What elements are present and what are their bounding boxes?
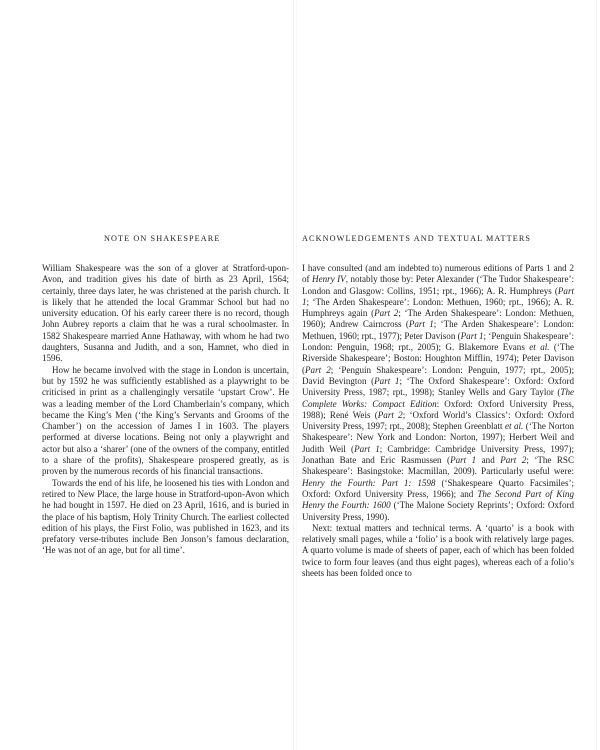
italic-abbrev: et al. [529,342,550,353]
text-run: and [476,455,501,466]
italic-title: The Complete Works: Compact Edition [302,387,574,409]
left-page-body [42,263,289,557]
left-page [0,0,294,750]
text-run: , notably those by: Peter Alexander (‘The Tudor Shakespeare’: London and Glasgow: Collins, 1951; rpt., 1966); A. R. Humphreys ( [302,274,574,296]
paragraph: How he became involved with the stage in London is uncertain, but by 1592 he was sufficiently established as a playwright to be criticised in print as a challengingly versatile ‘upstart Crow’. He was a leading member of the Lord Chamberlain’s company, which became the King’s Men (‘the King’s Servants and Grooms of the Chamber’) on the accession of James I in 1603. The players performed at diverse locations. Being not only a playwright and actor but also a ‘sharer’ (one of the owners of the company, entitled to a share of the profits), Shakespeare prospered greatly, as is proven by the numerous records of his financial transactions. [42,364,289,477]
text-run: (‘The Riverside Shakespeare’; Boston: Houghton Mifflin, 1974); Peter Davison ( [302,342,575,375]
text-run: ; ‘Penguin Shakespeare’: London: Penguin, 1968; rpt., 2005); G. Blakemore Evans [302,330,575,353]
right-page-heading: ACKNOWLEDGEMENTS AND TEXTUAL MATTERS [302,234,532,243]
italic-title: Part 2 [305,364,331,375]
paragraph-editions-consulted [302,263,574,523]
paragraph: Towards the end of his life, he loosened his ties with London and retired to New Place, the large house in Stratford-upon-Avon which he had bought in 1597. He died on 23 April, 1616, and is buried in the place of his baptism, Holy Trinity Church. The earliest collected edition of his plays, the First Folio, was published in 1623, and its prefatory verse-tributes include Ben Jonson’s famous declaration, ‘He was not of an age, but for all time’. [42,477,289,556]
paragraph-textual-matters: Next: textual matters and technical terms. A ‘quarto’ is a book with relatively small pages, while a ‘folio’ is a book with relatively large pages. A quarto volume is made of sheets of paper, each of which has been folded twice to form four leaves (and thus eight pages), whereas each of a folio’s sheets has been folded once to [302,522,574,579]
text-run: ; ‘The Oxford Shakespeare’: Oxford: Oxford University Press, 1987; rpt., 1998); Stanley Wells and Gary Taylor ( [302,375,574,398]
text-run: I have consulted (and am indebted to) numerous editions of Parts 1 and 2 of [302,263,574,285]
text-run: ; ‘The Arden Shakespeare’: London: Methuen, 1960; rpt., 1966); A. R. Humphreys again ( [302,296,574,319]
text-run: : Oxford: Oxford University Press, 1988); René Weis ( [302,398,574,420]
text-run: ; ‘The Arden Shakespeare’: London: Methuen, 1960); Andrew Cairncross ( [302,308,575,330]
text-run: (‘The Norton Shakespeare’: New York and London: Norton, 1997); Herbert Weil and Judith Weil ( [302,421,575,454]
italic-title: Part 1 [408,319,434,330]
text-run: ; ‘Penguin Shakespeare’: London: Penguin, 1977; rpt., 2005); David Bevington ( [302,364,575,386]
text-run: (‘Shakespeare Quarto Facsimiles’; Oxford: Oxford University Press, 1966); and [302,477,574,499]
italic-title: Part 1 [374,375,400,386]
italic-title: Part 1 [450,455,477,466]
italic-title: Part 1 [302,285,574,307]
italic-title: Part 1 [354,443,380,454]
text-run: ; ‘Oxford World’s Classics’: Oxford: Oxford University Press, 1997; rpt., 2008); Stephen Greenblatt [302,409,574,432]
text-run: ; ‘The Arden Shakespeare’: London: Methuen, 1960; rpt., 1977); Peter Davison ( [302,319,574,341]
right-page [294,0,600,750]
italic-title: Part 2 [377,409,403,420]
right-page-body [302,263,574,579]
text-run: (‘The Malone Society Reprints’; Oxford: Oxford University Press, 1990). [302,500,575,522]
italic-title: Part 2 [374,308,399,319]
paragraph: William Shakespeare was the son of a glover at Stratford-upon-Avon, and tradition gives his date of birth as 23 April, 1564; certainly, three days later, he was christened at the parish church. It is likely that he attended the local Grammar School but had no university education. Of his early career there is no record, though John Aubrey reports a claim that he was a rural schoolmaster. In 1582 Shakespeare married Anne Hathaway, with whom he had two daughters, Susanna and Judith, and a son, Hamnet, who died in 1596. [42,263,289,364]
italic-title: Part 2 [500,455,527,466]
italic-title: Henry IV [312,274,346,285]
italic-abbrev: et al. [505,421,524,432]
text-run: ; ‘The RSC Shakespeare’: Basingstoke: Macmillan, 2009). Particularly useful were: [302,455,575,477]
italic-title: Part 1 [460,330,484,341]
text-run: ; Cambridge: Cambridge University Press, 1997); Jonathan Bate and Eric Rasmussen ( [302,443,574,466]
left-page-heading: NOTE ON SHAKESPEARE [104,234,221,243]
italic-title: Henry the Fourth: Part 1: 1598 [302,477,436,488]
italic-title: The Second Part of King Henry the Fourth: 1600 [302,488,574,511]
